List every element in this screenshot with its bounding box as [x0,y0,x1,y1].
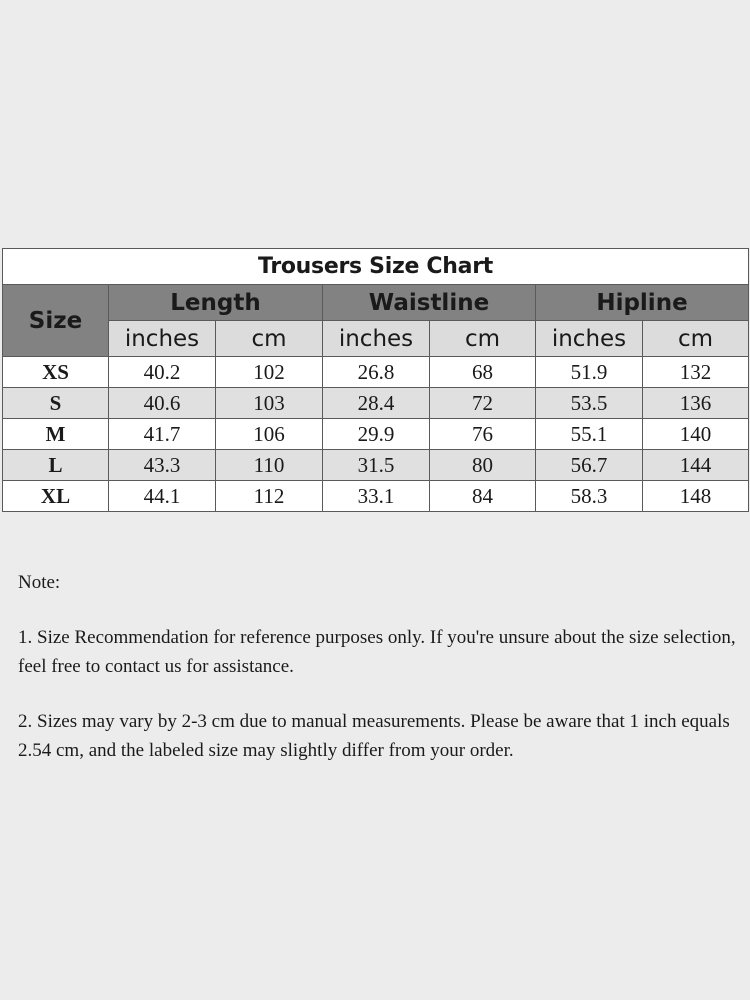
table-cell: 72 [430,388,536,419]
table-cell: 80 [430,450,536,481]
notes-section [18,568,738,765]
unit-header: cm [643,321,749,357]
notes-heading: Note: [18,572,61,593]
table-cell: 40.2 [109,357,216,388]
size-chart [2,248,748,512]
table-row [3,357,749,388]
size-cell: XS [3,357,109,388]
table-cell: 58.3 [536,481,643,512]
group-header-waistline: Waistline [323,285,536,321]
table-row [3,388,749,419]
table-cell: 102 [216,357,323,388]
size-cell: M [3,419,109,450]
table-row [3,419,749,450]
table-cell: 110 [216,450,323,481]
group-header-hipline: Hipline [536,285,749,321]
table-cell: 76 [430,419,536,450]
unit-header: inches [536,321,643,357]
size-column-header: Size [3,285,109,357]
table-cell: 103 [216,388,323,419]
group-header-length: Length [109,285,323,321]
table-cell: 68 [430,357,536,388]
size-chart-table [2,248,749,512]
table-cell: 28.4 [323,388,430,419]
unit-header: cm [430,321,536,357]
table-cell: 43.3 [109,450,216,481]
table-cell: 132 [643,357,749,388]
table-cell: 41.7 [109,419,216,450]
table-cell: 144 [643,450,749,481]
table-cell: 44.1 [109,481,216,512]
note-item-2: 2. Sizes may vary by 2-3 cm due to manual measurements. Please be aware that 1 inch equals 2.54 cm, and the labeled size may slightly differ from your order. [18,711,730,761]
unit-header: inches [109,321,216,357]
size-cell: S [3,388,109,419]
size-cell: XL [3,481,109,512]
table-cell: 55.1 [536,419,643,450]
table-cell: 106 [216,419,323,450]
table-cell: 31.5 [323,450,430,481]
table-row [3,481,749,512]
note-item-1: 1. Size Recommendation for reference purposes only. If you're unsure about the size selection, feel free to contact us for assistance. [18,627,736,677]
table-cell: 84 [430,481,536,512]
chart-title: Trousers Size Chart [3,249,749,285]
table-cell: 140 [643,419,749,450]
table-cell: 148 [643,481,749,512]
unit-header: cm [216,321,323,357]
table-cell: 26.8 [323,357,430,388]
table-cell: 112 [216,481,323,512]
table-cell: 29.9 [323,419,430,450]
table-cell: 53.5 [536,388,643,419]
table-cell: 51.9 [536,357,643,388]
unit-header: inches [323,321,430,357]
table-cell: 33.1 [323,481,430,512]
table-row [3,450,749,481]
table-cell: 56.7 [536,450,643,481]
size-cell: L [3,450,109,481]
table-cell: 40.6 [109,388,216,419]
table-cell: 136 [643,388,749,419]
